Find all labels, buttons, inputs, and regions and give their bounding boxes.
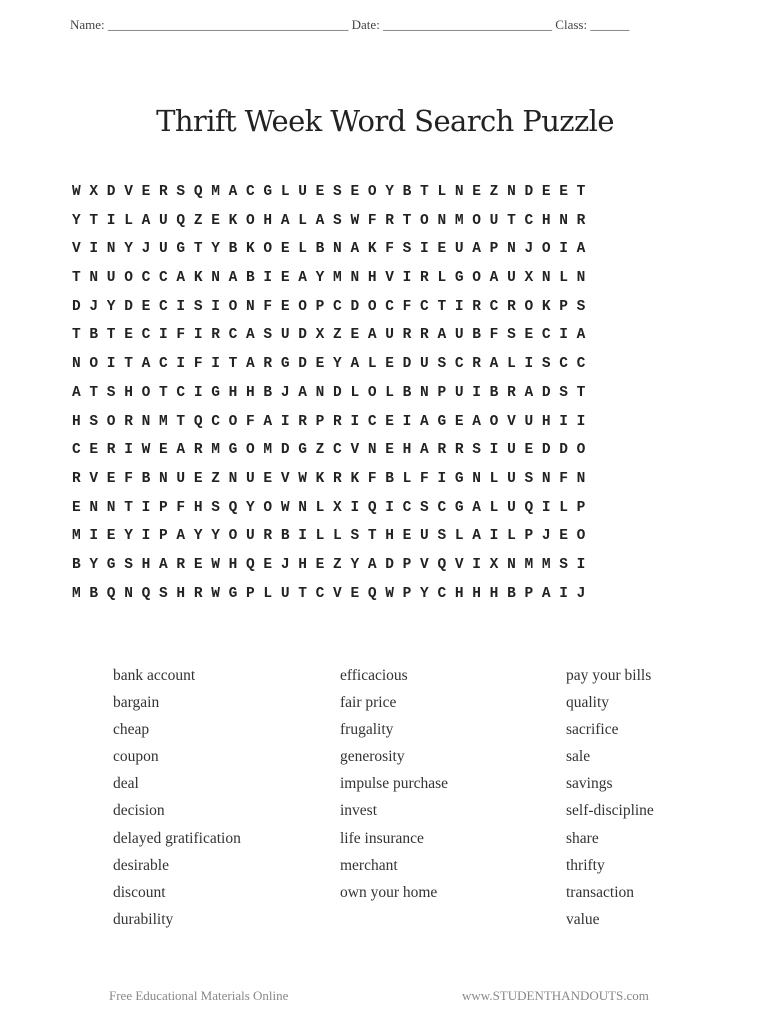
page-title: Thrift Week Word Search Puzzle bbox=[156, 104, 614, 138]
grid-row: Y T I L A U Q Z E K O H A L A S W F R T O N M O U T C H N R bbox=[72, 212, 586, 229]
word-list-item: decision bbox=[113, 802, 165, 820]
grid-row: V I N Y J U G T Y B K O E L B N A K F S I E U A P N J O I A bbox=[72, 241, 586, 258]
word-search-grid bbox=[72, 178, 704, 608]
word-list-item: coupon bbox=[113, 748, 159, 766]
word-list-item: bank account bbox=[113, 667, 196, 684]
word-list-item: sacrifice bbox=[566, 721, 619, 739]
grid-row: D J Y D E C I S I O N F E O P C D O C F C T I R C R O K P S bbox=[72, 298, 586, 315]
word-list-item: own your home bbox=[340, 883, 438, 901]
word-list-item: fair price bbox=[340, 694, 397, 712]
grid-row: T B T E C I F I R C A S U D X Z E A U R R A U B F S E C I A bbox=[72, 327, 586, 344]
grid-row: H S O R N M T Q C O F A I R P R I C E I A G E A O V U H I I bbox=[72, 413, 586, 430]
word-list-item: efficacious bbox=[340, 667, 408, 684]
word-list-item: thrifty bbox=[566, 856, 605, 874]
grid-row: A T S H O T C I G H H B J A N D L O L B N P U I B R A D S T bbox=[72, 384, 586, 401]
word-list-item: impulse purchase bbox=[340, 775, 449, 793]
word-list-item: durability bbox=[113, 910, 174, 928]
word-list-item: value bbox=[566, 910, 600, 928]
word-list-item: life insurance bbox=[340, 829, 424, 847]
word-list-item: merchant bbox=[340, 856, 398, 874]
word-list-item: share bbox=[566, 829, 599, 847]
grid-row: E N N T I P F H S Q Y O W N L X I Q I C S C G A L U Q I L P bbox=[72, 499, 586, 516]
grid-row: B Y G S H A R E W H Q E J H E Z Y A D P V Q V I X N M M S I bbox=[72, 556, 586, 573]
word-list-item: self-discipline bbox=[566, 802, 654, 820]
word-list-item: sale bbox=[566, 748, 591, 766]
word-list-column-3 bbox=[566, 662, 766, 933]
word-list-column-1 bbox=[113, 662, 313, 933]
grid-row: C E R I W E A R M G O M D G Z C V N E H A R R S I U E D D O bbox=[72, 442, 586, 459]
word-list-item: cheap bbox=[113, 721, 150, 739]
word-list-column-2 bbox=[340, 662, 540, 906]
word-list-item: desirable bbox=[113, 856, 169, 874]
word-list-item: generosity bbox=[340, 748, 405, 766]
word-list-item: pay your bills bbox=[566, 667, 652, 684]
word-list-item: savings bbox=[566, 775, 613, 793]
footer-tagline: Free Educational Materials Online bbox=[109, 988, 289, 1003]
grid-row: M I E Y I P A Y Y O U R B I L L S T H E U S L A I L P J E O bbox=[72, 528, 586, 545]
word-list-item: bargain bbox=[113, 694, 160, 712]
word-list-item: quality bbox=[566, 694, 610, 712]
word-list-item: frugality bbox=[340, 721, 394, 739]
word-list-item: transaction bbox=[566, 883, 635, 901]
grid-row: T N U O C C A K N A B I E A Y M N H V I R L G O A U X N L N bbox=[72, 270, 586, 287]
word-list-item: invest bbox=[340, 802, 378, 820]
student-info-line: Name: _____________________________________ Date: __________________________ Class: ______ bbox=[70, 17, 630, 32]
word-list-item: deal bbox=[113, 775, 139, 793]
grid-row: M B Q N Q S H R W G P L U T C V E Q W P Y C H H H B P A I J bbox=[72, 585, 586, 602]
grid-row: N O I T A C I F I T A R G D E Y A L E D U S C R A L I S C C bbox=[72, 356, 586, 373]
footer-website[interactable]: www.STUDENTHANDOUTS.com bbox=[462, 988, 649, 1003]
grid-row: R V E F B N U E Z N U E V W K R K F B L F I G N L U S N F N bbox=[72, 470, 586, 487]
word-list-item: discount bbox=[113, 883, 166, 901]
grid-row: W X D V E R S Q M A C G L U E S E O Y B T L N E Z N D E E T bbox=[72, 184, 586, 200]
word-list-item: delayed gratification bbox=[113, 829, 241, 847]
